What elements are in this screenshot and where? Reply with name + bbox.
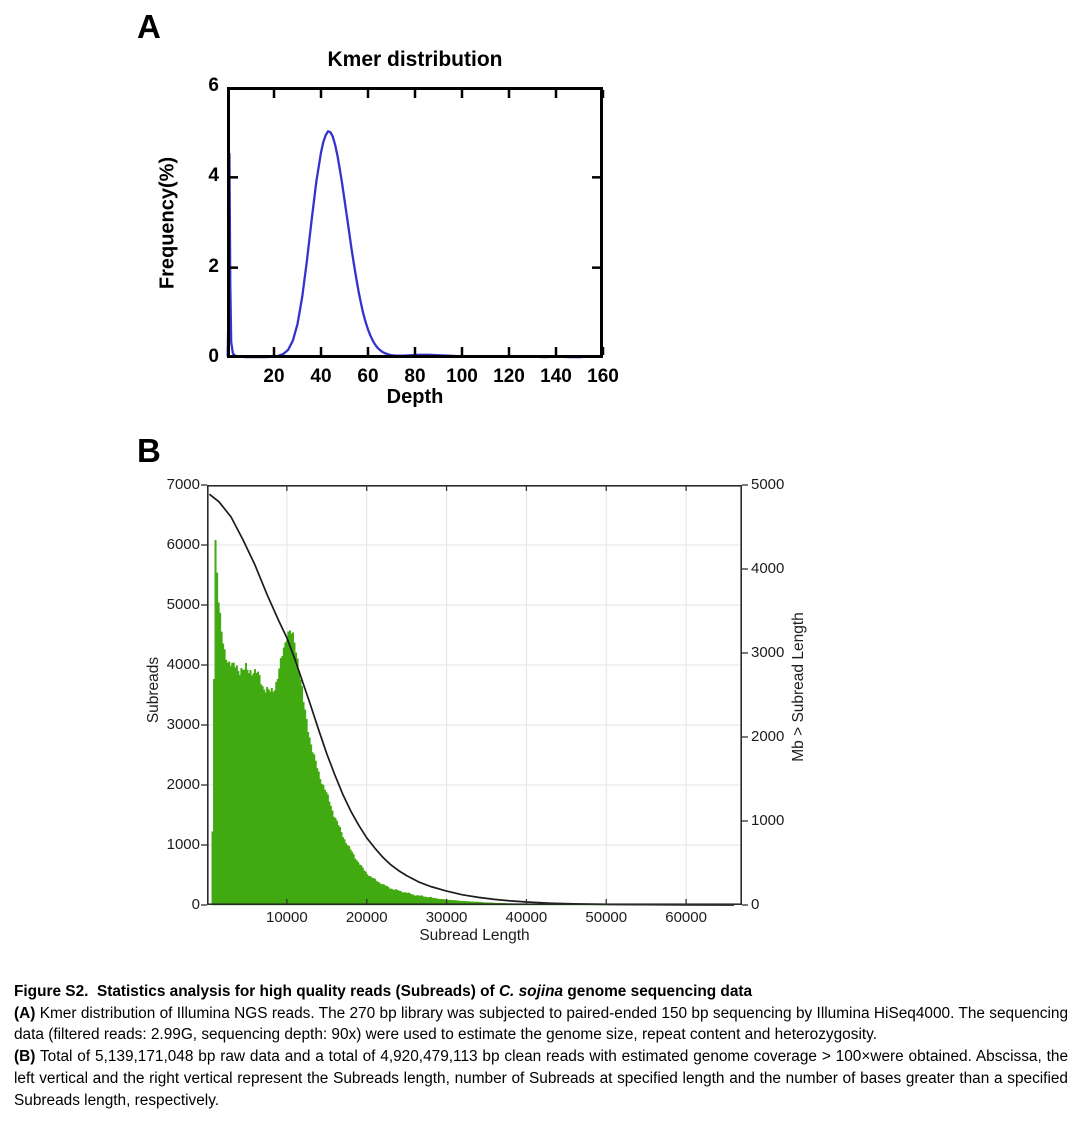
caption-title-text: Figure S2. Statistics analysis for high quality reads (Subreads) of [14, 983, 499, 1000]
kmer-x-tick-label: 140 [540, 366, 572, 387]
kmer-y-tick-label: 0 [208, 346, 219, 367]
subread-x-tick-label: 30000 [425, 909, 468, 926]
caption-title [14, 981, 1068, 1003]
caption-paragraph-b [14, 1046, 1068, 1111]
subread-x-tick-label: 50000 [585, 909, 628, 926]
kmer-x-tick-label: 120 [493, 366, 525, 387]
kmer-x-tick-label: 80 [404, 366, 426, 387]
caption-a-text: Kmer distribution of Illumina NGS reads. The 270 bp library was subjected to paired-ended 150 bp sequencing by Illumina HiSeq4000. The sequencing data (filtered reads: 2.99G, sequencing depth: 90x) were used to estimate the genome size, repeat content and heterozygosity. [14, 1004, 1068, 1044]
subread-histogram [212, 540, 702, 905]
kmer-chart-xlabel: Depth [386, 386, 444, 408]
subread-right-y-tick-label: 4000 [751, 560, 785, 577]
panel-a-label: A [137, 8, 161, 45]
subread-left-y-tick-label: 0 [191, 896, 200, 913]
subread-left-y-tick-label: 2000 [166, 776, 200, 793]
panel-b-label: B [137, 432, 161, 469]
kmer-x-tick-label: 60 [357, 366, 379, 387]
kmer-y-tick-label: 2 [208, 255, 219, 277]
figure-caption [14, 981, 1068, 1111]
kmer-y-tick-label: 4 [208, 165, 219, 187]
caption-species-name: C. sojina [498, 983, 564, 1000]
subread-left-y-tick-label: 3000 [166, 716, 200, 733]
subread-left-y-tick-label: 4000 [166, 656, 200, 673]
subread-right-y-tick-label: 3000 [751, 644, 785, 661]
kmer-x-tick-label: 20 [263, 366, 285, 387]
subread-left-y-tick-label: 5000 [166, 596, 200, 613]
kmer-x-tick-label: 40 [310, 366, 332, 387]
subread-x-tick-label: 10000 [265, 909, 308, 926]
kmer-y-tick-label: 6 [208, 75, 219, 96]
subread-right-y-tick-label: 2000 [751, 728, 785, 745]
subread-x-tick-label: 40000 [505, 909, 548, 926]
subread-chart-xlabel: Subread Length [419, 927, 530, 944]
kmer-chart-plot-area [227, 87, 603, 358]
subread-chart [207, 485, 742, 905]
kmer-chart-title: Kmer distribution [327, 48, 503, 71]
kmer-x-tick-label: 160 [587, 366, 619, 387]
kmer-chart-ylabel: Frequency(%) [156, 156, 179, 290]
subread-left-y-tick-label: 7000 [166, 476, 200, 493]
kmer-frame [229, 89, 602, 357]
subread-right-y-tick-label: 1000 [751, 812, 785, 829]
kmer-x-tick-label: 100 [446, 366, 478, 387]
caption-a-label: (A) [14, 1004, 36, 1022]
subread-right-y-tick-label: 5000 [751, 476, 785, 493]
caption-title-tail: genome sequencing data [563, 983, 753, 1000]
caption-paragraph-a [14, 1003, 1068, 1046]
subread-chart-right-ylabel: Mb > Subread Length [790, 612, 807, 762]
caption-b-text: Total of 5,139,171,048 bp raw data and a total of 4,920,479,113 bp clean reads with estimated genome coverage > 100×were obtained. Abscissa, the left vertical and the right vertical represent the Subreads length, number of Subreads at specified length and the number of bases greater than a specified Subreads length, respectively. [14, 1048, 1068, 1109]
subread-x-tick-label: 60000 [665, 909, 707, 926]
subread-left-y-tick-label: 6000 [166, 536, 200, 553]
subread-chart-plot-area [207, 485, 742, 905]
kmer-chart [227, 87, 603, 358]
subread-left-y-tick-label: 1000 [166, 836, 200, 853]
subread-chart-left-ylabel: Subreads [145, 656, 162, 724]
kmer-curve [228, 131, 582, 357]
subread-x-tick-label: 20000 [345, 909, 388, 926]
subread-right-y-tick-label: 0 [751, 896, 760, 913]
caption-b-label: (B) [14, 1048, 36, 1066]
